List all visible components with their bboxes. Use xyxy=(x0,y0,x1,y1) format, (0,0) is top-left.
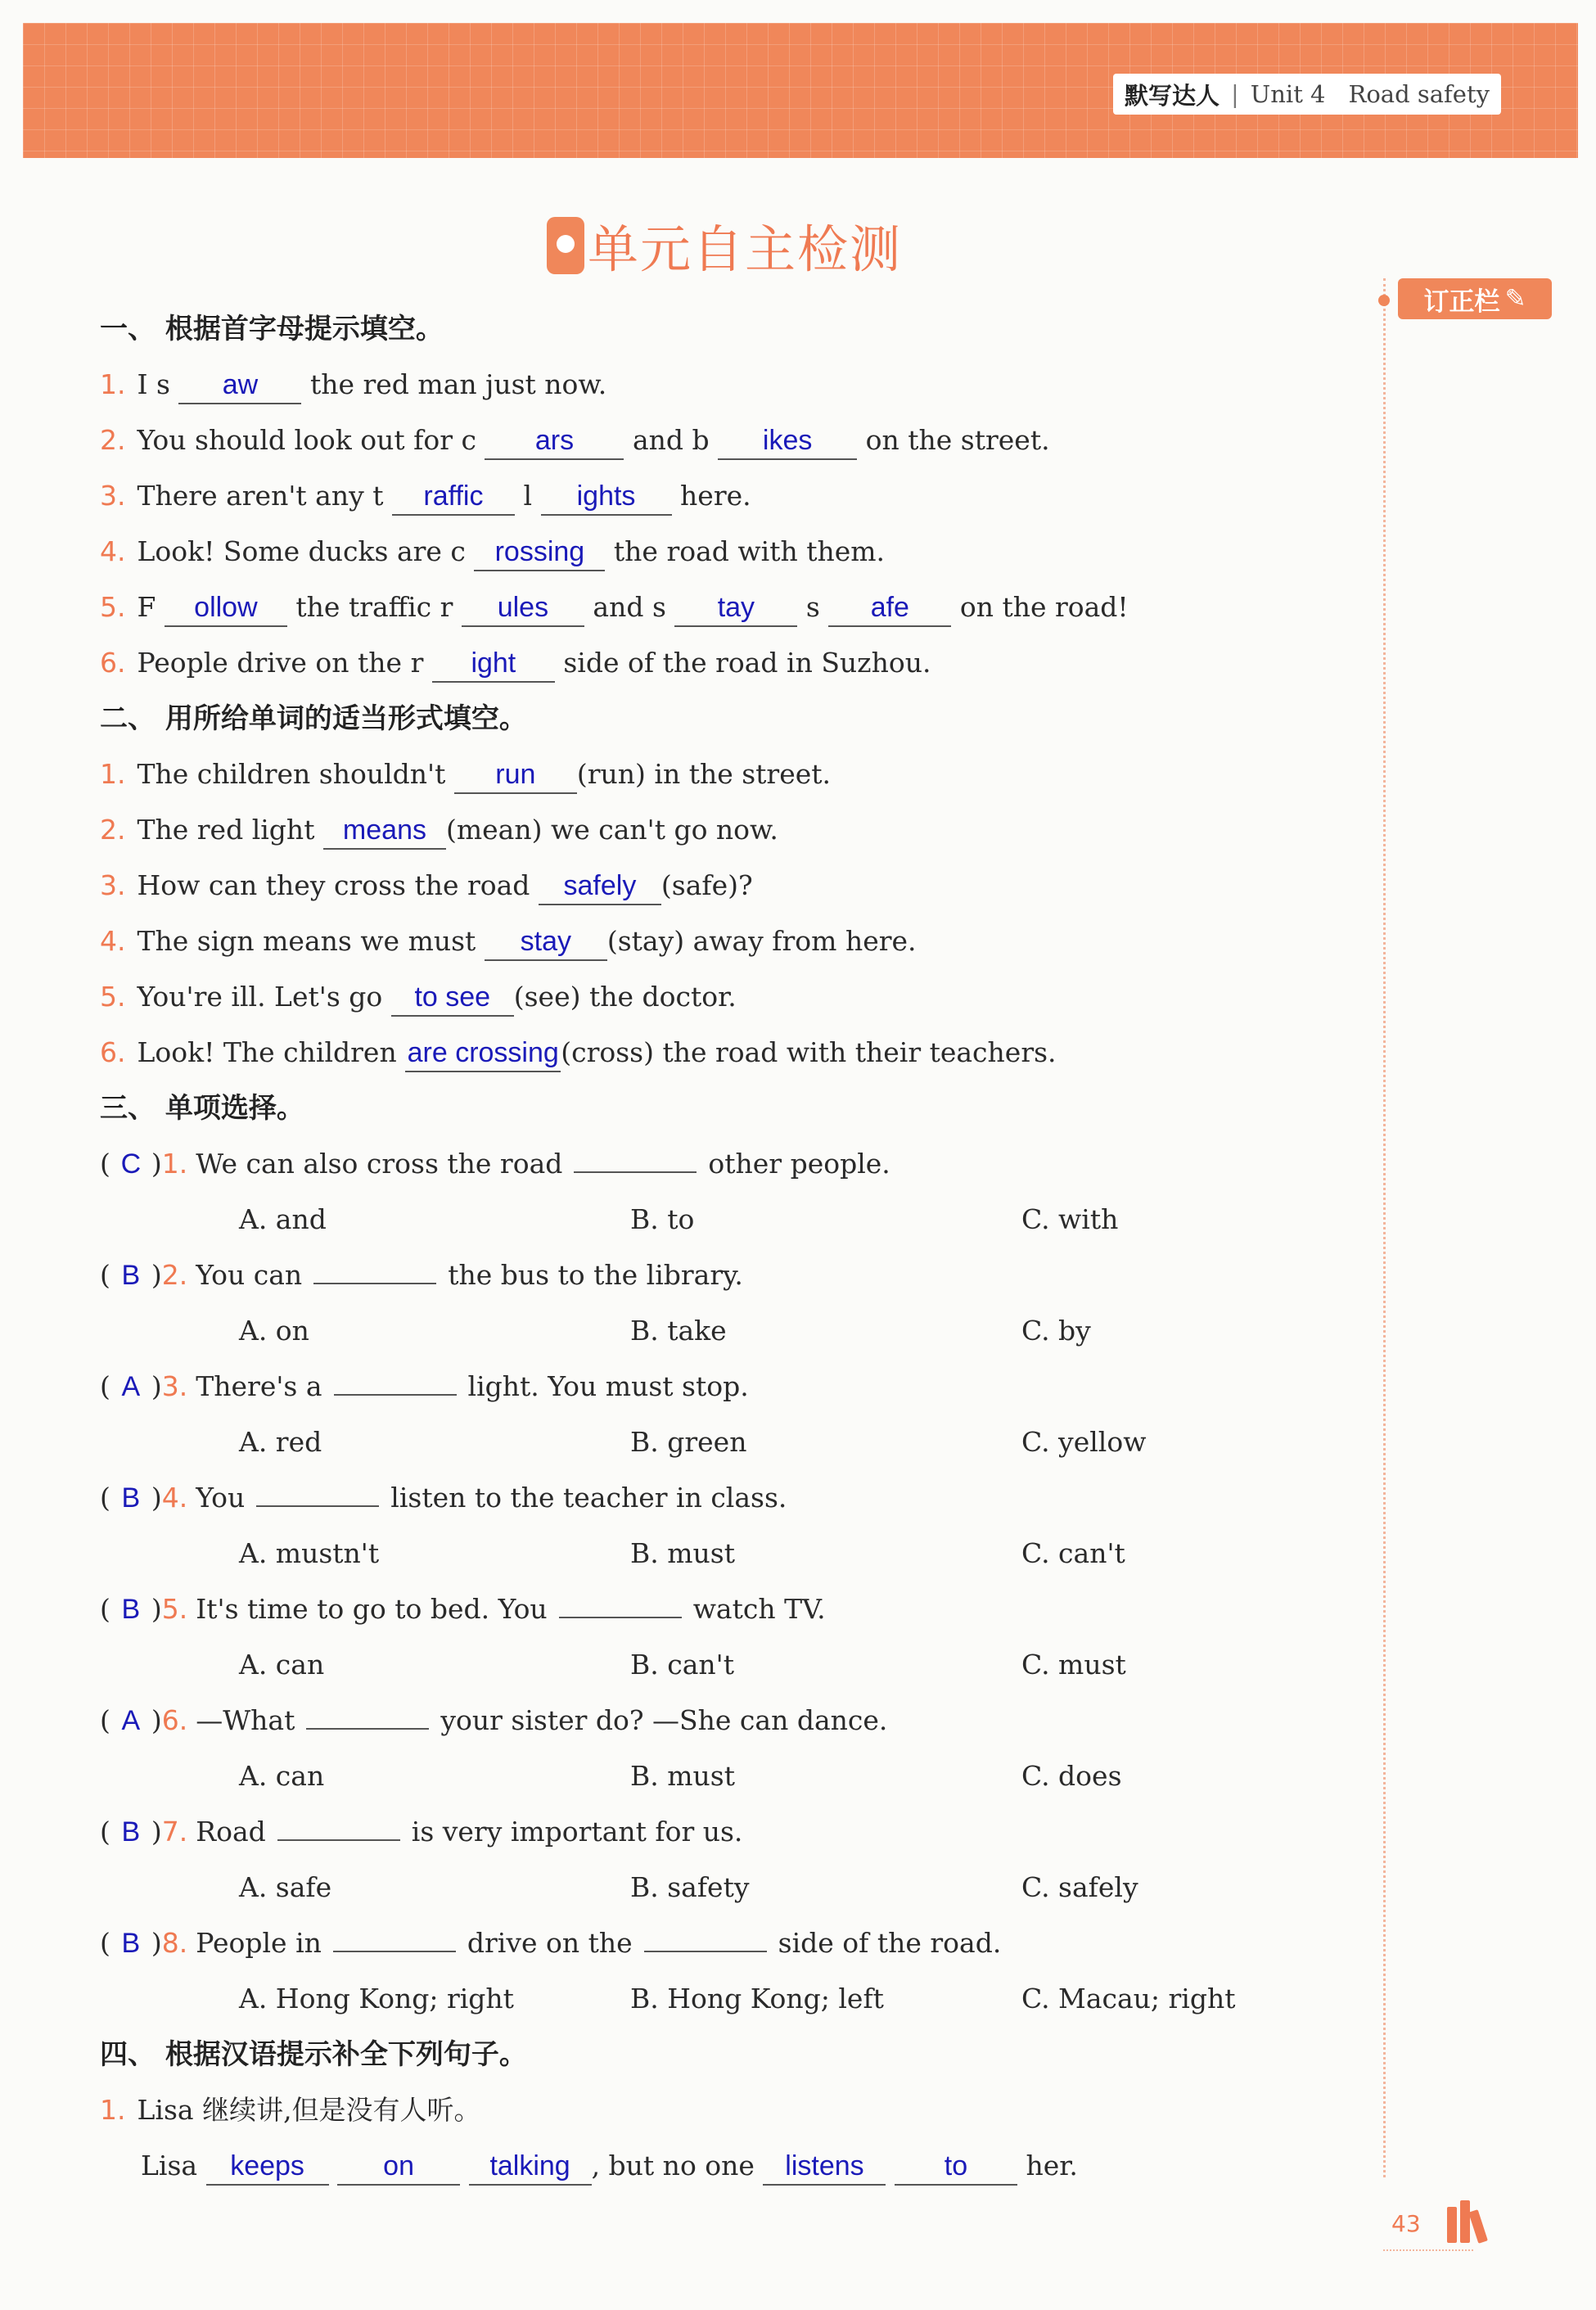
answer-blank[interactable]: listens xyxy=(763,2148,886,2186)
section4-heading: 四、 根据汉语提示补全下列句子。 xyxy=(100,2038,527,2071)
answer-blank[interactable]: keeps xyxy=(206,2148,329,2186)
worksheet-content xyxy=(100,301,1377,2194)
correction-label-text: 订正栏 xyxy=(1423,286,1500,317)
option-c[interactable]: C. does xyxy=(1021,1760,1122,1792)
answer-blank[interactable]: ules xyxy=(462,589,584,627)
answer-blank[interactable]: tay xyxy=(674,589,797,627)
mc-question-5: ( B )5. It's time to go to bed. You watch TV. xyxy=(100,1581,1377,1637)
mc-answer[interactable]: B xyxy=(121,1928,141,1959)
option-c[interactable]: C. yellow xyxy=(1021,1426,1147,1458)
option-a[interactable]: A. on xyxy=(239,1315,309,1347)
mc-answer[interactable]: A xyxy=(121,1371,141,1402)
mc-answer[interactable]: B xyxy=(121,1260,141,1291)
mc-question-3: ( A )3. There's a light. You must stop. xyxy=(100,1359,1377,1414)
correction-dot-icon xyxy=(1378,295,1390,306)
option-b[interactable]: B. green xyxy=(630,1426,747,1458)
mc-options-5 xyxy=(100,1637,1377,1693)
mc-answer[interactable]: C xyxy=(120,1148,142,1180)
option-b[interactable]: B. Hong Kong; left xyxy=(630,1983,884,2014)
mc-options-7 xyxy=(100,1860,1377,1915)
answer-blank[interactable]: afe xyxy=(828,589,951,627)
s2-item-3: 3. How can they cross the road safely (safe)? xyxy=(100,858,1377,914)
mc-options-3 xyxy=(100,1414,1377,1470)
mc-question-7: ( B )7. Road is very important for us. xyxy=(100,1804,1377,1860)
s1-item-1: 1. I s aw the red man just now. xyxy=(100,357,1377,413)
mc-options-2 xyxy=(100,1303,1377,1359)
option-c[interactable]: C. must xyxy=(1021,1649,1126,1681)
mc-question-2: ( B )2. You can the bus to the library. xyxy=(100,1247,1377,1303)
s1-item-6: 6. People drive on the r ight side of the road in Suzhou. xyxy=(100,635,1377,691)
answer-blank[interactable]: safely xyxy=(539,868,661,905)
answer-blank[interactable]: talking xyxy=(469,2148,592,2186)
s2-item-4: 4. The sign means we must stay (stay) away from here. xyxy=(100,914,1377,969)
topic-label: Road safety xyxy=(1348,80,1490,108)
option-b[interactable]: B. must xyxy=(630,1537,735,1569)
option-b[interactable]: B. to xyxy=(630,1203,695,1235)
answer-blank[interactable]: ights xyxy=(541,478,672,516)
option-a[interactable]: A. can xyxy=(239,1760,325,1792)
option-a[interactable]: A. safe xyxy=(239,1871,332,1903)
mc-answer[interactable]: B xyxy=(121,1816,141,1848)
option-b[interactable]: B. take xyxy=(630,1315,727,1347)
s4-item-1-chinese: 1. Lisa 继续讲,但是没有人听。 xyxy=(100,2094,481,2126)
s2-item-6: 6. Look! The children are crossing(cross) the road with their teachers. xyxy=(100,1025,1377,1081)
option-b[interactable]: B. can't xyxy=(630,1649,734,1681)
separator: | xyxy=(1231,80,1239,108)
option-b[interactable]: B. safety xyxy=(630,1871,750,1903)
page-number: 43 xyxy=(1391,2210,1421,2237)
answer-blank[interactable]: run xyxy=(454,756,577,794)
option-a[interactable]: A. Hong Kong; right xyxy=(239,1983,514,2014)
answer-blank[interactable]: on xyxy=(337,2148,460,2186)
section3-heading: 三、 单项选择。 xyxy=(100,1092,304,1125)
answer-blank[interactable]: ollow xyxy=(165,589,287,627)
option-a[interactable]: A. can xyxy=(239,1649,325,1681)
section2-heading: 二、 用所给单词的适当形式填空。 xyxy=(100,702,527,735)
section1-heading: 一、 根据首字母提示填空。 xyxy=(100,313,444,345)
option-a[interactable]: A. mustn't xyxy=(239,1537,380,1569)
mc-options-6 xyxy=(100,1748,1377,1804)
mc-question-4: ( B )4. You listen to the teacher in class. xyxy=(100,1470,1377,1526)
s2-item-2: 2. The red light means (mean) we can't go now. xyxy=(100,802,1377,858)
correction-column-line xyxy=(1383,278,1386,2177)
answer-blank[interactable]: raffic xyxy=(392,478,515,516)
option-c[interactable]: C. with xyxy=(1021,1203,1119,1235)
answer-blank[interactable]: means xyxy=(323,812,446,850)
s4-item-1-english: Lisa keeps on talking , but no one listens to her. xyxy=(100,2138,1377,2194)
option-c[interactable]: C. can't xyxy=(1021,1537,1125,1569)
option-c[interactable]: C. safely xyxy=(1021,1871,1138,1903)
unit-tag xyxy=(1113,74,1501,115)
answer-blank[interactable]: rossing xyxy=(474,534,605,571)
pencil-icon: ✎ xyxy=(1504,284,1526,314)
s1-item-4: 4. Look! Some ducks are c rossing the road with them. xyxy=(100,524,1377,580)
option-c[interactable]: C. by xyxy=(1021,1315,1091,1347)
mc-options-4 xyxy=(100,1526,1377,1581)
correction-label xyxy=(1398,278,1552,319)
mc-question-1: ( C )1. We can also cross the road other people. xyxy=(100,1136,1377,1192)
s2-item-5: 5. You're ill. Let's go to see (see) the doctor. xyxy=(100,969,1377,1025)
mc-options-8 xyxy=(100,1971,1377,2027)
books-icon xyxy=(1447,2200,1483,2243)
s2-item-1: 1. The children shouldn't run (run) in the street. xyxy=(100,747,1377,802)
page-title xyxy=(547,209,902,282)
answer-blank[interactable]: ars xyxy=(485,422,624,460)
option-b[interactable]: B. must xyxy=(630,1760,735,1792)
page-number-underline xyxy=(1383,2249,1473,2251)
title-badge-icon xyxy=(547,217,584,274)
mc-answer[interactable]: B xyxy=(121,1594,141,1625)
mc-question-6: ( A )6. —What your sister do? —She can dance. xyxy=(100,1693,1377,1748)
s1-item-3: 3. There aren't any t raffic l ights here. xyxy=(100,468,1377,524)
mc-options-1 xyxy=(100,1192,1377,1247)
answer-blank[interactable]: to see xyxy=(391,979,514,1017)
answer-blank[interactable]: stay xyxy=(485,923,607,961)
answer-blank[interactable]: to xyxy=(895,2148,1017,2186)
answer-blank[interactable]: aw xyxy=(178,367,301,404)
mc-answer[interactable]: B xyxy=(121,1482,141,1514)
answer-blank[interactable]: ikes xyxy=(718,422,857,460)
option-a[interactable]: A. red xyxy=(239,1426,322,1458)
answer-blank[interactable]: are crossing xyxy=(405,1035,561,1072)
s1-item-5: 5. F ollow the traffic r ules and s tay s afe on the road! xyxy=(100,580,1377,635)
s1-item-2: 2. You should look out for c ars and b ikes on the street. xyxy=(100,413,1377,468)
title-text: 单元自主检测 xyxy=(588,219,903,279)
option-c[interactable]: C. Macau; right xyxy=(1021,1983,1236,2014)
answer-blank[interactable]: ight xyxy=(432,645,555,683)
option-a[interactable]: A. and xyxy=(239,1203,327,1235)
mc-answer[interactable]: A xyxy=(121,1705,141,1736)
mc-question-8: ( B )8. People in drive on the side of the road. xyxy=(100,1915,1377,1971)
brand-label: 默写达人 xyxy=(1125,81,1220,110)
unit-label: Unit 4 xyxy=(1250,80,1326,108)
